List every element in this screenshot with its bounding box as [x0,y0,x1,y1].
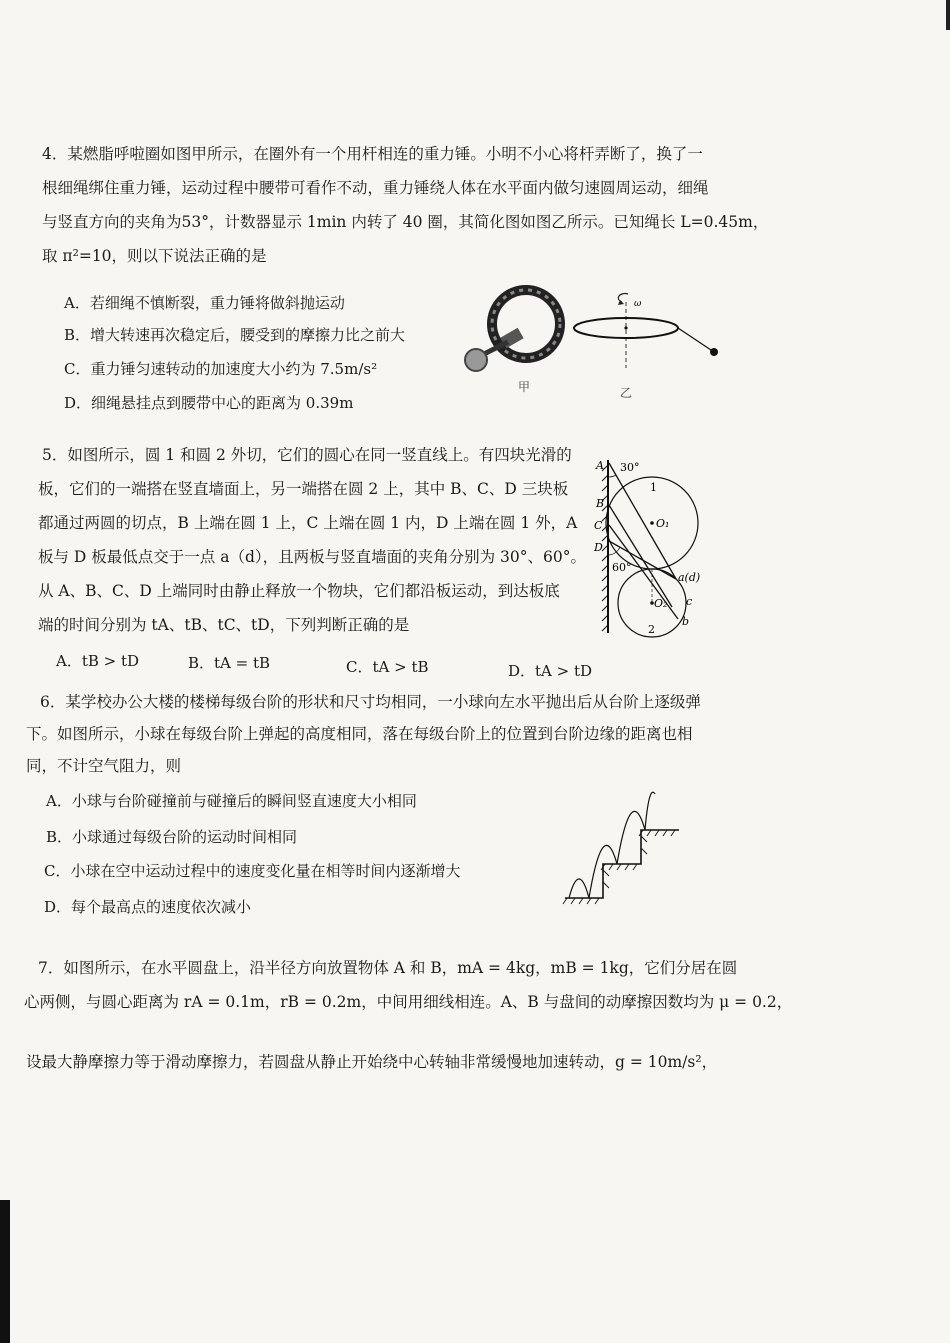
q6-option-d: D．每个最高点的速度依次减小 [44,898,252,916]
q6-option-b: B．小球通过每级台阶的运动时间相同 [46,828,298,846]
q4-line-2: 根细绳绑住重力锤，运动过程中腰带可看作不动，重力锤绕人体在水平面内做匀速圆周运动，细绳 [42,179,709,197]
q7-line-1: 7．如图所示，在水平圆盘上，沿半径方向放置物体 A 和 B，mA = 4kg，mB = 1kg，它们分居在圆 [38,959,738,977]
q6-option-a: A．小球与台阶碰撞前与碰撞后的瞬间竖直速度大小相同 [46,792,417,810]
svg-text:O₁: O₁ [656,517,670,530]
svg-text:2: 2 [648,623,655,636]
q4-line-4: 取 π²=10，则以下说法正确的是 [42,247,267,265]
q5-option-b: B．tA = tB [188,654,271,672]
q5-line-2: 板，它们的一端搭在竖直墙面上，另一端搭在圆 2 上，其中 B、C、D 三块板 [38,480,569,498]
q4-option-a: A．若细绳不慎断裂，重力锤将做斜抛运动 [64,294,345,312]
q5-line-5: 从 A、B、C、D 上端同时由静止释放一个物块，它们都沿板运动，到达板底 [38,582,560,600]
svg-text:B: B [596,497,605,510]
q7-line-3: 设最大静摩擦力等于滑动摩擦力，若圆盘从静止开始绕中心转轴非常缓慢地加速转动，g = 10m/s²， [26,1053,718,1071]
scan-edge-left [0,1200,10,1343]
svg-text:D: D [594,541,603,554]
svg-text:c: c [686,595,693,608]
q5-option-c: C．tA > tB [346,658,429,676]
figure-yi-label: 乙 [620,386,633,400]
svg-text:a(d): a(d) [678,571,701,584]
svg-text:1: 1 [650,481,657,494]
q5-line-3: 都通过两圆的切点，B 上端在圆 1 上，C 上端在圆 1 内，D 上端在圆 1 外，A [38,514,578,532]
q5-line-1: 5．如图所示，圆 1 和圆 2 外切，它们的圆心在同一竖直线上。有四块光滑的 [42,446,572,464]
q6-line-1: 6．某学校办公大楼的楼梯每级台阶的形状和尺寸均相同，一小球向左水平抛出后从台阶上逐级弹 [40,693,701,711]
svg-text:C: C [594,519,603,532]
q4-option-d: D．细绳悬挂点到腰带中心的距离为 0.39m [64,394,354,412]
q6-line-2: 下。如图所示，小球在每级台阶上弹起的高度相同，落在每级台阶上的位置到台阶边缘的距离也相 [26,725,693,743]
svg-text:O₂: O₂ [654,597,668,610]
q7-line-2: 心两侧，与圆心距离为 rA = 0.1m，rB = 0.2m，中间用细线相连。A、B 与盘间的动摩擦因数均为 μ = 0.2， [24,993,793,1011]
figure-stairs-bouncing-ball [545,790,685,910]
q6-option-c: C．小球在空中运动过程中的速度变化量在相等时间内逐渐增大 [44,862,461,880]
q5-line-4: 板与 D 板最低点交于一点 a（d），且两板与竖直墙面的夹角分别为 30°、60°。 [38,548,586,566]
q6-line-3: 同，不计空气阻力，则 [26,757,182,775]
figure-jia-hula-hoop [458,284,568,384]
q5-option-d: D．tA > tD [508,662,593,680]
svg-text:b: b [682,615,690,628]
figure-circles-boards [590,455,710,640]
svg-text:60°: 60° [612,561,632,574]
q4-line-1: 4．某燃脂呼啦圈如图甲所示，在圈外有一个用杆相连的重力锤。小明不小心将杆弄断了，换了一 [42,145,703,163]
svg-text:A: A [596,459,604,472]
q5-option-a: A．tB > tD [56,652,140,670]
scan-edge-right [946,0,950,30]
q4-option-c: C．重力锤匀速转动的加速度大小约为 7.5m/s² [64,360,378,378]
q4-line-3: 与竖直方向的夹角为53°，计数器显示 1min 内转了 40 圈，其简化图如图乙所示。已知绳长 L=0.45m， [42,213,769,231]
q5-line-6: 端的时间分别为 tA、tB、tC、tD，下列判断正确的是 [38,616,410,634]
svg-text:30°: 30° [620,461,640,474]
omega-label: ω [634,299,642,309]
figure-jia-label: 甲 [518,380,531,394]
q4-option-b: B．增大转速再次稳定后，腰受到的摩擦力比之前大 [64,326,406,344]
figure-yi-diagram [570,288,730,368]
